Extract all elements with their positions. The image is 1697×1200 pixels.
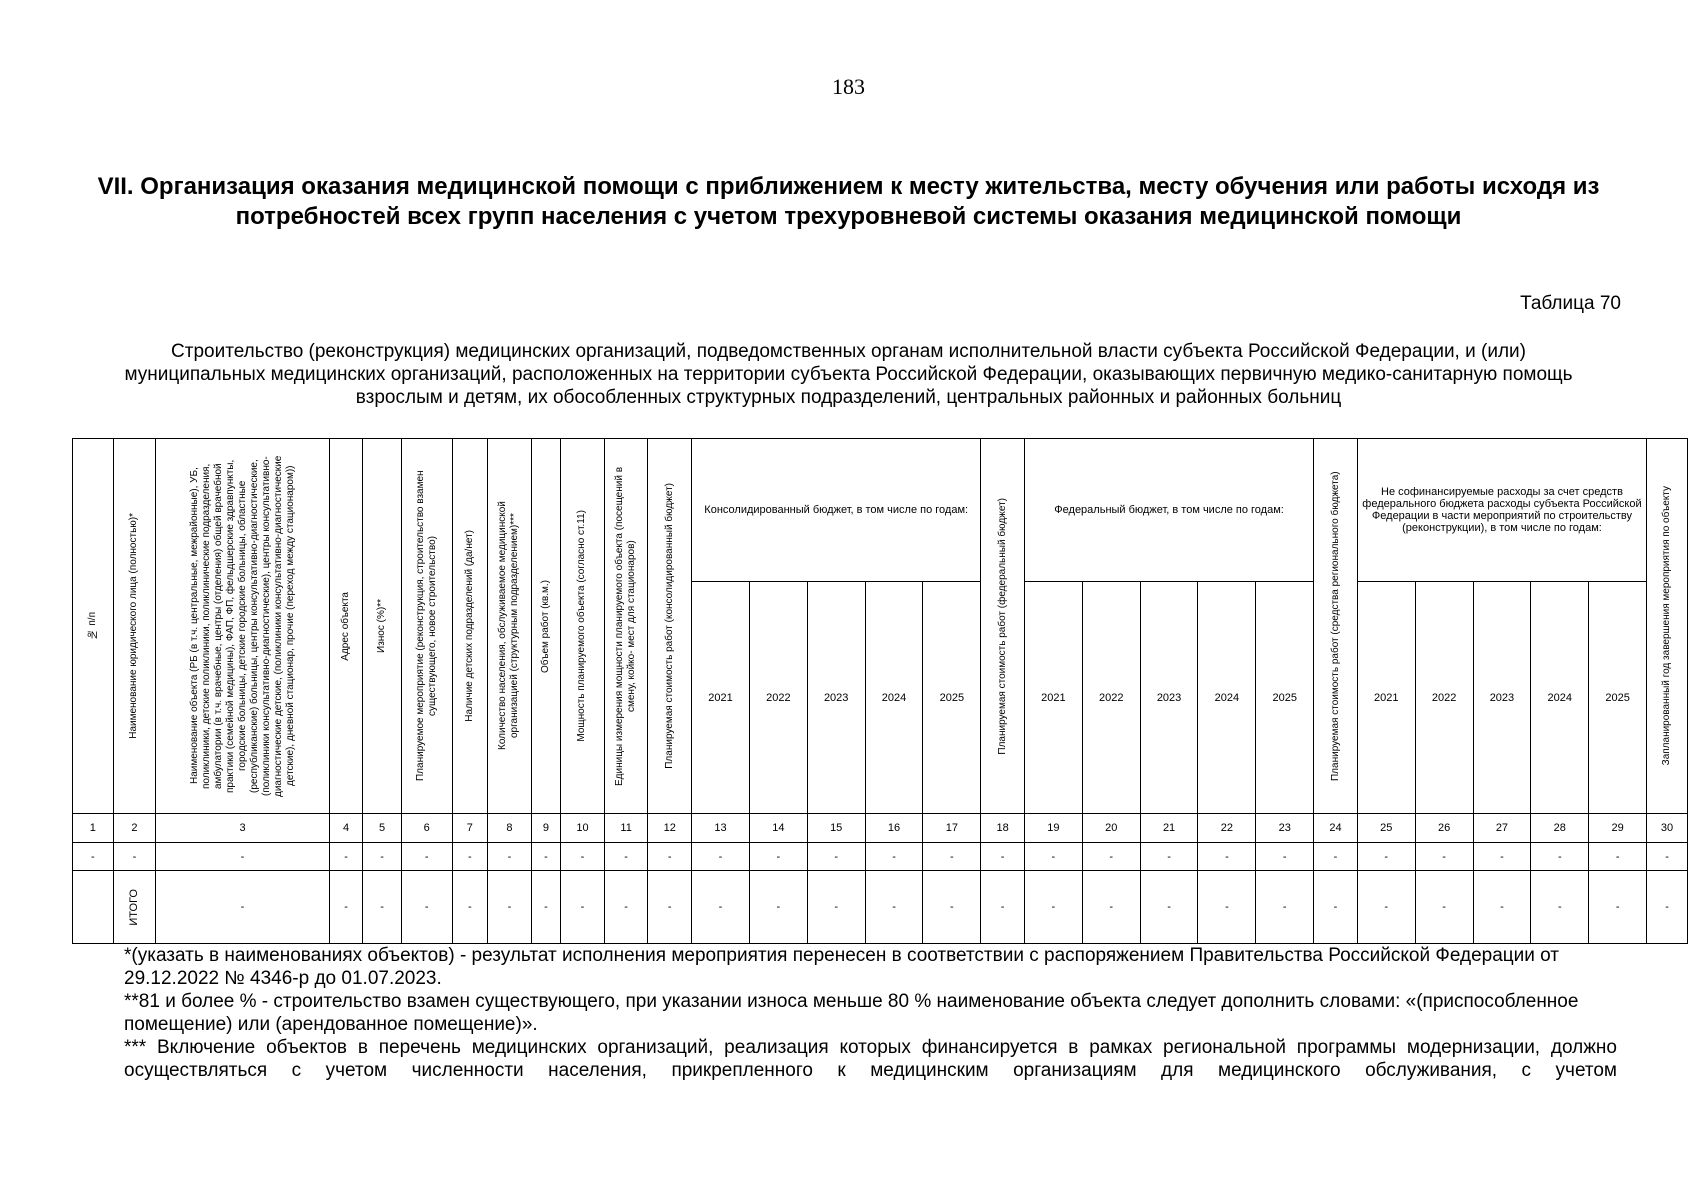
header-row-number: № п/п xyxy=(73,439,114,814)
year-header: 2021 xyxy=(692,582,750,814)
total-cell: - xyxy=(648,871,692,944)
total-cell: - xyxy=(1140,871,1198,944)
empty-cell: - xyxy=(1256,843,1314,871)
empty-cell: - xyxy=(1589,843,1647,871)
total-cell: - xyxy=(1314,871,1358,944)
column-number: 23 xyxy=(1256,814,1314,843)
column-number: 19 xyxy=(1024,814,1082,843)
column-number: 4 xyxy=(329,814,362,843)
empty-cell: - xyxy=(401,843,452,871)
year-header: 2023 xyxy=(807,582,865,814)
total-label-cell xyxy=(113,871,156,944)
header-completion-year: Запланированный год завершения мероприятия по объекту xyxy=(1647,439,1688,814)
column-number: 8 xyxy=(488,814,532,843)
section-heading: VII. Организация оказания медицинской помощи с приближением к месту жительства, месту обучения или работы исходя из потребностей всех групп населения с учетом трехуровневой системы оказания медицинской помощи xyxy=(97,173,1600,230)
empty-cell: - xyxy=(1357,843,1415,871)
column-number: 26 xyxy=(1415,814,1473,843)
total-cell: - xyxy=(692,871,750,944)
column-number: 11 xyxy=(604,814,648,843)
header-address: Адрес объекта xyxy=(329,439,362,814)
column-number: 16 xyxy=(865,814,923,843)
footnote-2: **81 и более % - строительство взамен существующего, при указании износа меньше 80 % наименование объекта следует дополнить словами: «(приспособленное помещение) или (арендованное помещение)». xyxy=(124,991,1579,1035)
total-cell: - xyxy=(1415,871,1473,944)
total-cell: - xyxy=(561,871,605,944)
header-wear: Износ (%)** xyxy=(363,439,402,814)
data-table xyxy=(72,438,1688,944)
column-number: 15 xyxy=(807,814,865,843)
year-header: 2024 xyxy=(1531,582,1589,814)
total-cell: - xyxy=(488,871,532,944)
empty-cell: - xyxy=(1198,843,1256,871)
column-number: 27 xyxy=(1473,814,1531,843)
total-cell: - xyxy=(1473,871,1531,944)
empty-cell: - xyxy=(981,843,1025,871)
total-cell: - xyxy=(604,871,648,944)
empty-cell: - xyxy=(692,843,750,871)
empty-cell: - xyxy=(604,843,648,871)
empty-cell: - xyxy=(648,843,692,871)
total-cell: - xyxy=(807,871,865,944)
total-label: ИТОГО xyxy=(128,888,141,926)
column-number: 9 xyxy=(531,814,560,843)
column-number: 3 xyxy=(156,814,330,843)
empty-cell: - xyxy=(923,843,981,871)
column-number: 13 xyxy=(692,814,750,843)
header-capacity: Мощность планируемого объекта (согласно ст.11) xyxy=(561,439,605,814)
total-cell: - xyxy=(329,871,362,944)
header-object-name: Наименование объекта (РБ (в т.ч. центральные, межрайонные), УБ, поликлиники, детские поликлиники, поликлинические подразделения, амбулатории (в т.ч. врачебные, центры (отделения) общей врачебной практики (семейной медицины), ФАП, ФП, фельдшерские здравпункты, городские больницы, детские городские больницы, областные (республиканские) больницы, центры консультативно-диагностические, (поликлиники консультативно-диагностические), центры консультативно-диагностические детские, (поликлиники консультативно-диагностические детские), дневной стационар, прочие (переход между стационаром)) xyxy=(156,439,330,814)
total-cell: - xyxy=(531,871,560,944)
year-header: 2025 xyxy=(1589,582,1647,814)
total-cell: - xyxy=(981,871,1025,944)
year-header: 2025 xyxy=(923,582,981,814)
column-number: 25 xyxy=(1357,814,1415,843)
empty-cell: - xyxy=(452,843,488,871)
total-cell: - xyxy=(1256,871,1314,944)
year-header: 2023 xyxy=(1473,582,1531,814)
empty-cell: - xyxy=(1415,843,1473,871)
empty-cell: - xyxy=(1647,843,1688,871)
year-header: 2022 xyxy=(1415,582,1473,814)
column-number: 5 xyxy=(363,814,402,843)
total-row xyxy=(73,871,1688,944)
column-number: 22 xyxy=(1198,814,1256,843)
empty-cell: - xyxy=(531,843,560,871)
empty-cell: - xyxy=(73,843,114,871)
column-number: 7 xyxy=(452,814,488,843)
total-cell: - xyxy=(1024,871,1082,944)
table-row xyxy=(73,843,1688,871)
empty-cell: - xyxy=(1531,843,1589,871)
total-cell: - xyxy=(1589,871,1647,944)
column-number: 30 xyxy=(1647,814,1688,843)
column-number: 6 xyxy=(401,814,452,843)
empty-cell: - xyxy=(1473,843,1531,871)
year-header: 2022 xyxy=(749,582,807,814)
header-children-units: Наличие детских подразделений (да/нет) xyxy=(452,439,488,814)
total-cell: - xyxy=(865,871,923,944)
total-cell: - xyxy=(1531,871,1589,944)
total-cell: - xyxy=(156,871,330,944)
year-header: 2024 xyxy=(1198,582,1256,814)
empty-cell: - xyxy=(1140,843,1198,871)
header-cost-consolidated: Планируемая стоимость работ (консолидированный бюджет) xyxy=(648,439,692,814)
total-cell: - xyxy=(363,871,402,944)
column-number: 20 xyxy=(1082,814,1140,843)
empty-cell: - xyxy=(865,843,923,871)
header-planned-event: Планируемое мероприятие (реконструкция, строительство взамен существующего, новое строительство) xyxy=(401,439,452,814)
total-cell: - xyxy=(401,871,452,944)
column-number: 1 xyxy=(73,814,114,843)
empty-cell: - xyxy=(156,843,330,871)
header-cost-regional: Планируемая стоимость работ (средства регионального бюджета) xyxy=(1314,439,1358,814)
table-label: Таблица 70 xyxy=(1520,293,1621,314)
year-header: 2022 xyxy=(1082,582,1140,814)
year-header: 2021 xyxy=(1357,582,1415,814)
total-cell: - xyxy=(1357,871,1415,944)
header-group-consolidated: Консолидированный бюджет, в том числе по годам: xyxy=(692,439,981,582)
column-number: 12 xyxy=(648,814,692,843)
column-number: 21 xyxy=(1140,814,1198,843)
empty-cell xyxy=(73,871,114,944)
empty-cell: - xyxy=(749,843,807,871)
column-number: 24 xyxy=(1314,814,1358,843)
empty-cell: - xyxy=(1024,843,1082,871)
year-header: 2021 xyxy=(1024,582,1082,814)
header-legal-entity: Наименование юридического лица (полностью)* xyxy=(113,439,156,814)
column-number-row xyxy=(73,814,1688,843)
column-number: 10 xyxy=(561,814,605,843)
total-cell: - xyxy=(452,871,488,944)
header-group-federal: Федеральный бюджет, в том числе по годам: xyxy=(1024,439,1313,582)
footnote-3: *** Включение объектов в перечень медицинских организаций, реализация которых финансируется в рамках региональной программы модернизации, должно осуществляться с учетом численности населения, прикрепленного к медицинским организациям для медицинского обслуживания, с учетом xyxy=(124,1037,1617,1081)
empty-cell: - xyxy=(1314,843,1358,871)
header-capacity-units: Единицы измерения мощности планируемого объекта (посещений в смену, койко- мест для стационаров) xyxy=(604,439,648,814)
column-number: 29 xyxy=(1589,814,1647,843)
column-number: 17 xyxy=(923,814,981,843)
footnote-1: *(указать в наименованиях объектов) - результат исполнения мероприятия перенесен в соответствии с распоряжением Правительства Российской Федерации от 29.12.2022 № 4346-р до 01.07.2023. xyxy=(124,945,1560,989)
column-number: 28 xyxy=(1531,814,1589,843)
column-number: 14 xyxy=(749,814,807,843)
header-population: Количество населения, обслуживаемое медицинской организацией (структурным подразделением)*** xyxy=(488,439,532,814)
empty-cell: - xyxy=(329,843,362,871)
year-header: 2023 xyxy=(1140,582,1198,814)
total-cell: - xyxy=(1647,871,1688,944)
total-cell: - xyxy=(1198,871,1256,944)
total-cell: - xyxy=(1082,871,1140,944)
year-header: 2024 xyxy=(865,582,923,814)
total-cell: - xyxy=(923,871,981,944)
header-work-volume: Объем работ (кв.м.) xyxy=(531,439,560,814)
column-number: 2 xyxy=(113,814,156,843)
empty-cell: - xyxy=(488,843,532,871)
empty-cell: - xyxy=(363,843,402,871)
empty-cell: - xyxy=(113,843,156,871)
header-cost-federal: Планируемая стоимость работ (федеральный бюджет) xyxy=(981,439,1025,814)
year-header: 2025 xyxy=(1256,582,1314,814)
empty-cell: - xyxy=(561,843,605,871)
table-caption: Строительство (реконструкция) медицинских организаций, подведомственных органам исполнительной власти субъекта Российской Федерации, и (или) муниципальных медицинских организаций, расположенных на территории субъекта Российской Федерации, оказывающих первичную медико-санитарную помощь взрослым и детям, их обособленных структурных подразделений, центральных районных и районных больниц xyxy=(124,341,1573,408)
footnotes xyxy=(124,944,1617,1082)
column-number: 18 xyxy=(981,814,1025,843)
header-group-non-cofinanced: Не софинансируемые расходы за счет средств федерального бюджета расходы субъекта Российской Федерации в части мероприятий по строительству (реконструкции), в том числе по годам: xyxy=(1357,439,1646,582)
empty-cell: - xyxy=(1082,843,1140,871)
page-number: 183 xyxy=(832,74,865,99)
total-cell: - xyxy=(749,871,807,944)
empty-cell: - xyxy=(807,843,865,871)
